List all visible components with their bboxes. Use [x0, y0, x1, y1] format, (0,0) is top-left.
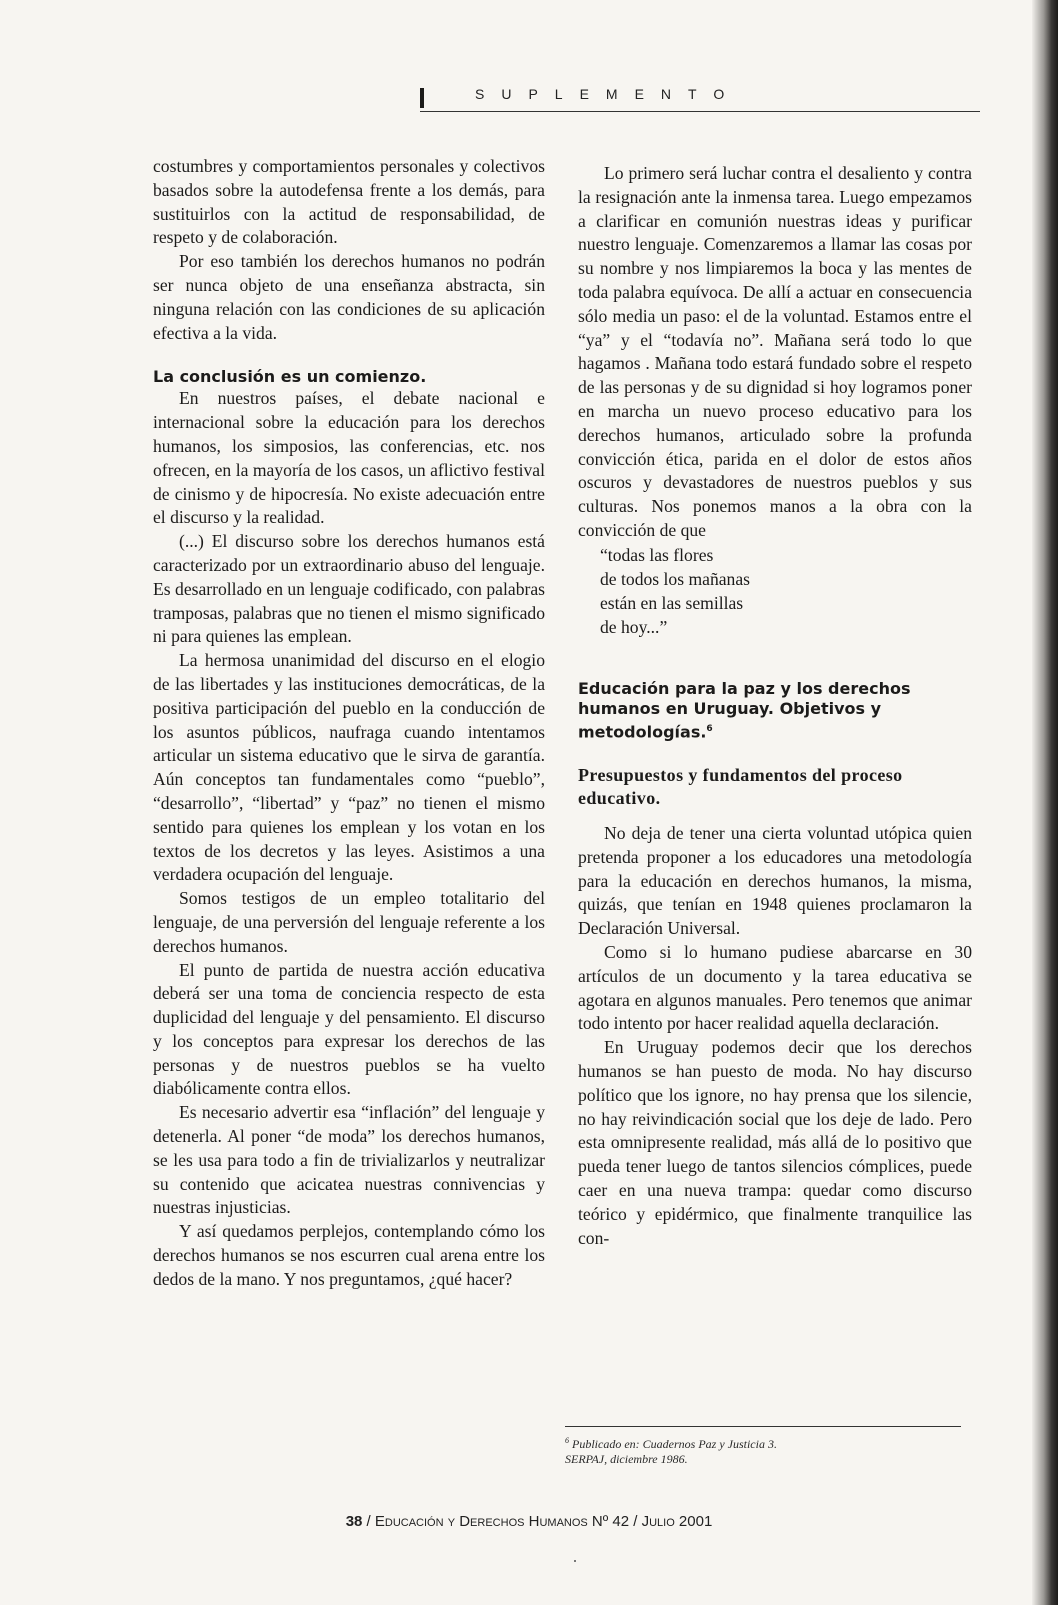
paragraph: Y así quedamos perplejos, contemplando cómo los derechos humanos se nos escurren cual arena entre los dedos de la mano. Y nos preguntamos, ¿qué hacer? [153, 1221, 545, 1289]
section-heading-text: Educación para la paz y los derechos humanos en Uruguay. Objetivos y metodologías. [578, 678, 911, 742]
subsection-heading: Presupuestos y fundamentos del proceso educativo. [578, 765, 903, 809]
paragraph: Lo primero será luchar contra el desaliento y contra la resignación ante la inmensa tarea. Luego empezamos a clarificar en comunión nuestras ideas y purificar nuestro lenguaje. Comenzaremos a llamar las cosas por su nombre y nos limpiaremos la boca y las mentes de toda palabra equívoca. De allí a actuar en consecuencia sólo media un paso: el de la voluntad. Estamos entre el “ya” y el “todavía no”. Mañana será todo lo que hagamos . Mañana todo estará fundado sobre el respeto de las personas y de su dignidad si hoy logramos poner en marcha un nuevo proceso educativo para los derechos humanos, articulado sobre la profunda convicción ética, parida en el dolor de estos años oscuros y devastadores de nuestros pueblos y sus culturas. Nos ponemos manos a la obra con la convicción de que [578, 163, 972, 540]
header-bar [420, 88, 424, 108]
publication-info: / Educación y Derechos Humanos Nº 42 / Julio 2001 [366, 1513, 713, 1530]
page-edge-shadow [1032, 0, 1058, 1605]
footnote-line: Publicado en: Cuadernos Paz y Justicia 3. [572, 1437, 777, 1451]
paragraph: Por eso también los derechos humanos no podrán ser nunca objeto de una enseñanza abstracta, sin ninguna relación con las condiciones de su aplicación efectiva a la vida. [153, 251, 545, 343]
poem-quote [600, 543, 972, 639]
paragraph: La hermosa unanimidad del discurso en el elogio de las libertades y las instituciones democráticas, de la positiva participación del pueblo en la conducción de los asuntos públicos, naufraga cuando intentamos articular un sistema educativo que le sirva de garantía. Aún conceptos tan fundamentales como “pueblo”, “desarrollo”, “libertad” y “paz” no tienen el mismo sentido para quienes los emplean y los votan en los textos de los decretos y las leyes. Asistimos a una verdadera ocupación del lenguaje. [153, 650, 545, 885]
paragraph: En nuestros países, el debate nacional e internacional sobre la educación para los derechos humanos, los simposios, las conferencias, etc. nos ofrecen, en la mayoría de los casos, un aflictivo festival de cinismo y de hipocresía. No existe adecuación entre el discurso y la realidad. [153, 388, 545, 528]
header-label: SUPLEMENTO [475, 86, 742, 102]
page-footer [0, 1513, 1058, 1530]
footnote-number: 6 [565, 1436, 569, 1445]
paragraph: Como si lo humano pudiese abarcarse en 30 artículos de un documento y la tarea educativa se agotara en algunos manuales. Pero tenemos que animar todo intento por hacer realidad aquella declaración. [578, 942, 972, 1034]
footnote-line: SERPAJ, diciembre 1986. [565, 1452, 688, 1466]
section-heading [578, 679, 972, 742]
footnote-marker: 6 [706, 723, 713, 734]
paragraph: Es necesario advertir esa “inflación” del lenguaje y detenerla. Al poner “de moda” los derechos humanos, se les usa para todo a fin de trivializarlos y neutralizar su contenido que acicatea nuestras connivencias y nuestras injusticias. [153, 1102, 545, 1218]
section-heading: La conclusión es un comienzo. [153, 367, 427, 387]
scan-speck [574, 1560, 576, 1562]
paragraph: El punto de partida de nuestra acción educativa deberá ser una toma de conciencia respecto de esta duplicidad del lenguaje y del pensamiento. El discurso y los conceptos para expresar los derechos de las personas y de nuestros pueblos se ha vuelto diabólicamente contra ellos. [153, 959, 545, 1099]
paragraph: Somos testigos de un empleo totalitario del lenguaje, de una perversión del lenguaje referente a los derechos humanos. [153, 888, 545, 956]
footnote-rule [565, 1426, 961, 1427]
page-number: 38 [345, 1513, 363, 1530]
footnote [565, 1433, 895, 1467]
header-rule [420, 111, 980, 112]
poem-line: de todos los mañanas [600, 568, 751, 589]
poem-line: “todas las flores [600, 544, 714, 565]
paragraph: costumbres y comportamientos personales y colectivos basados sobre la autodefensa frente a los demás, para sustituirlos con la actitud de responsabilidad, de respeto y de colaboración. [153, 156, 545, 248]
section-header [420, 82, 980, 112]
left-column [153, 155, 545, 1292]
paragraph: No deja de tener una cierta voluntad utópica quien pretenda proponer a los educadores una metodología para la educación en derechos humanos, la misma, quizás, que tenían en 1948 quienes proclamaron la Declaración Universal. [578, 823, 972, 939]
paragraph: En Uruguay podemos decir que los derechos humanos se han puesto de moda. No hay discurso político que los ignore, no hay prensa que los silencie, no hay reivindicación social que los deje de lado. Pero esta omnipresente realidad, más allá de lo positivo que pueda tener luego de tantos silencios cómplices, puede caer en una nueva trampa: quedar como discurso teórico y epidérmico, que finalmente tranquilice las con- [578, 1037, 972, 1248]
poem-line: están en las semillas [600, 592, 744, 613]
poem-line: de hoy...” [600, 616, 668, 637]
right-column [578, 162, 972, 1250]
paragraph: (...) El discurso sobre los derechos humanos está caracterizado por un extraordinario abuso del lenguaje. Es desarrollado en un lenguaje codificado, con palabras tramposas, palabras que no tienen el mismo significado ni para quienes las emplean. [153, 531, 545, 647]
